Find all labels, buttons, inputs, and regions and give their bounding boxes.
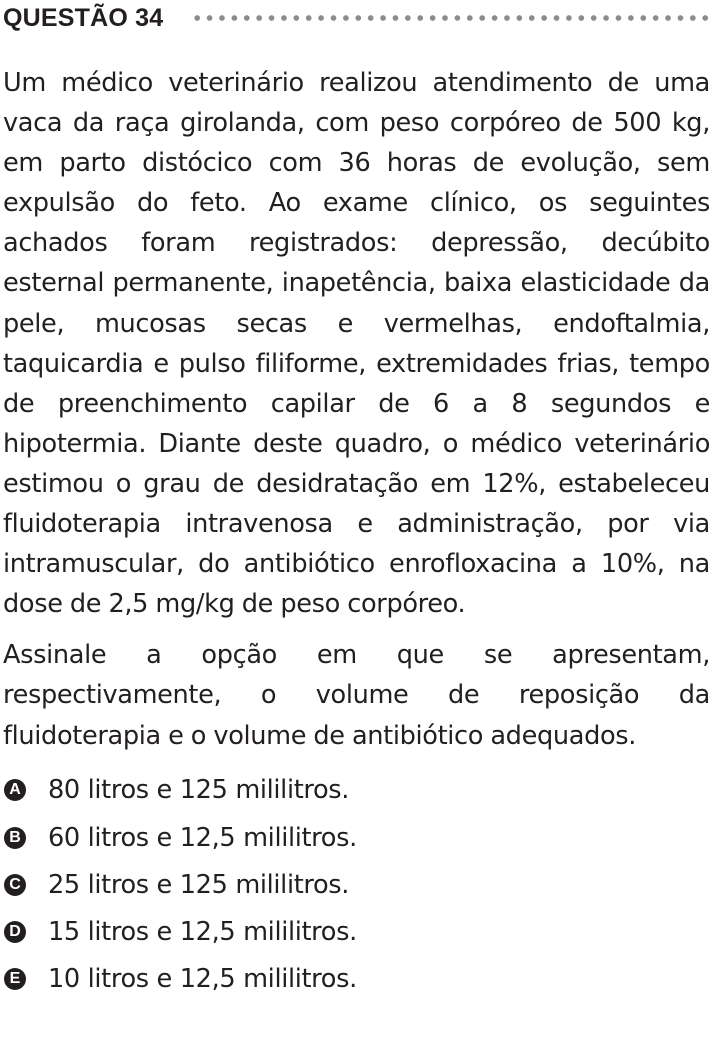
- option-a-letter-badge: A: [4, 779, 26, 801]
- stem-paragraph-2: Assinale a opção em que se apresentam, respectivamente, o volume de reposição da fluidoterapia e o volume de antibiótico adequados.: [3, 640, 710, 751]
- option-d-text: 15 litros e 12,5 mililitros.: [48, 917, 357, 948]
- option-d-letter-badge: D: [4, 921, 26, 943]
- option-c-text: 25 litros e 125 mililitros.: [48, 869, 350, 900]
- option-e-letter-badge: E: [4, 968, 26, 990]
- option-e[interactable]: [3, 956, 710, 1003]
- option-a[interactable]: [3, 767, 710, 814]
- question-stem: [3, 63, 710, 756]
- dotted-separator: [191, 15, 708, 21]
- option-e-text: 10 litros e 12,5 mililitros.: [48, 964, 357, 995]
- answer-options: [3, 767, 710, 1003]
- question-title: QUESTÃO 34: [3, 4, 164, 32]
- option-b-text: 60 litros e 12,5 mililitros.: [48, 822, 357, 853]
- option-a-text: 80 litros e 125 mililitros.: [48, 775, 350, 806]
- stem-paragraph-1: Um médico veterinário realizou atendimento de uma vaca da raça girolanda, com peso corpóreo de 500 kg, em parto distócico com 36 horas de evolução, sem expulsão do feto. Ao exame clínico, os seguintes achados foram registrados: depressão, decúbito esternal permanente, inapetência, baixa elasticidade da pele, mucosas secas e vermelhas, endoftalmia, taquicardia e pulso filiforme, extremidades frias, tempo de preenchimento capilar de 6 a 8 segundos e hipotermia. Diante deste quadro, o médico veterinário estimou o grau de desidratação em 12%, estabeleceu fluidoterapia intravenosa e administração, por via intramuscular, do antibiótico enrofloxacina a 10%, na dose de 2,5 mg/kg de peso corpóreo.: [3, 68, 710, 620]
- option-b[interactable]: [3, 814, 710, 861]
- question-header: [3, 0, 710, 36]
- option-c[interactable]: [3, 861, 710, 908]
- option-b-letter-badge: B: [4, 827, 26, 849]
- option-d[interactable]: [3, 908, 710, 955]
- option-c-letter-badge: C: [4, 874, 26, 896]
